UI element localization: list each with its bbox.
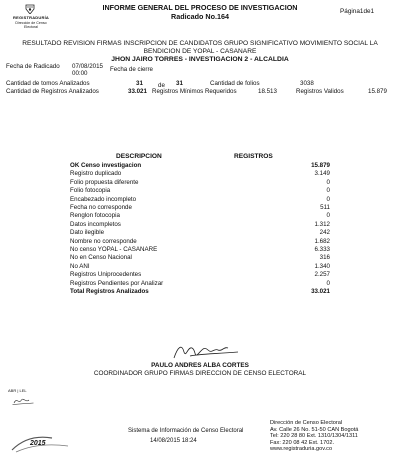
row-value: 0 bbox=[326, 187, 330, 195]
column-header-descripcion: DESCRIPCION bbox=[116, 153, 162, 160]
row-value: 3.149 bbox=[314, 170, 330, 178]
row-description: No en Censo Nacional bbox=[70, 254, 132, 262]
column-header-registros: REGISTROS bbox=[234, 153, 273, 160]
validos-label: Registros Validos bbox=[296, 88, 344, 95]
radicado-date: 07/08/2015 bbox=[72, 63, 103, 70]
signer-role: COORDINADOR GRUPO FIRMAS DIRECCION DE CENSO ELECTORAL bbox=[93, 370, 307, 377]
page-number: Página1de1 bbox=[340, 8, 375, 15]
registros-table bbox=[70, 162, 330, 297]
row-value: 0 bbox=[326, 178, 330, 186]
table-row bbox=[70, 229, 330, 237]
row-value: 2.257 bbox=[314, 271, 330, 279]
tomos-total: 31 bbox=[176, 80, 183, 87]
minimos-value: 18.513 bbox=[258, 88, 277, 95]
table-row bbox=[70, 162, 330, 170]
stamp-text: ABR | LEL bbox=[8, 388, 27, 393]
table-row bbox=[70, 246, 330, 254]
signature-scribble-icon bbox=[168, 340, 248, 364]
contact-line: Fax: 220 08 42 Ext. 1702. bbox=[270, 439, 335, 446]
table-row bbox=[70, 280, 330, 288]
radicado-label: Fecha de Radicado bbox=[6, 63, 60, 70]
row-value: 1.340 bbox=[314, 262, 330, 270]
row-description: Registro duplicado bbox=[70, 170, 122, 178]
registros-value: 33.021 bbox=[128, 88, 147, 95]
table-row bbox=[70, 288, 330, 296]
system-name: Sistema de Información de Censo Electoral bbox=[128, 428, 244, 434]
row-description: Renglon fotocopia bbox=[70, 212, 120, 220]
cierre-label: Fecha de cierre bbox=[110, 66, 153, 73]
folios-label: Cantidad de folios bbox=[210, 80, 260, 87]
row-value: 1.682 bbox=[314, 237, 330, 245]
row-description: Registros Pendientes por Analizar bbox=[70, 279, 164, 287]
row-description: No ANI bbox=[70, 262, 90, 270]
signer-name: PAULO ANDRES ALBA CORTES bbox=[151, 362, 249, 369]
row-value: 316 bbox=[319, 254, 330, 262]
radicado-time: 00:00 bbox=[72, 70, 88, 77]
minimos-label: Registros Mínimos Requeridos bbox=[152, 88, 237, 95]
tomos-analizados: 31 bbox=[136, 80, 143, 87]
footer-logo bbox=[8, 430, 78, 456]
result-title: RESULTADO REVISION FIRMAS INSCRIPCION DE CANDIDATOS GRUPO SIGNIFICATIVO MOVIMIENTO SOCIAL LA BENDICION DE YOPAL - CASANARE bbox=[22, 40, 378, 55]
report-title: INFORME GENERAL DEL PROCESO DE INVESTIGACION bbox=[102, 3, 298, 12]
row-description: Fecha no corresponde bbox=[70, 204, 132, 212]
row-value: 33.021 bbox=[311, 288, 330, 296]
row-value: 0 bbox=[326, 195, 330, 203]
table-row bbox=[70, 196, 330, 204]
row-description: Folio fotocopia bbox=[70, 187, 111, 195]
table-row bbox=[70, 170, 330, 178]
row-value: 0 bbox=[326, 279, 330, 287]
table-row bbox=[70, 238, 330, 246]
row-description: Encabezado incompleto bbox=[70, 195, 137, 203]
row-description: Dato ilegible bbox=[70, 229, 105, 237]
coat-of-arms-icon bbox=[24, 4, 36, 14]
logo-title: REGISTRADURÍA bbox=[13, 15, 49, 20]
initials-stamp bbox=[6, 388, 46, 412]
tomos-de: de bbox=[158, 82, 165, 89]
registros-label: Cantidad de Registros Analizados bbox=[6, 88, 99, 95]
row-value: 15.879 bbox=[311, 162, 330, 169]
row-value: 0 bbox=[326, 212, 330, 220]
table-row bbox=[70, 179, 330, 187]
contact-line: Dirección de Censo Electoral bbox=[270, 420, 343, 426]
row-value: 242 bbox=[319, 229, 330, 237]
row-description: No censo YOPAL - CASANARE bbox=[70, 246, 158, 254]
validos-value: 15.879 bbox=[368, 88, 387, 95]
row-description: Datos incompletos bbox=[70, 220, 121, 228]
row-description: Nombre no corresponde bbox=[70, 237, 137, 245]
table-row bbox=[70, 187, 330, 195]
row-value: 511 bbox=[320, 204, 330, 212]
footer-logo-year: 2015 bbox=[30, 440, 46, 447]
initials-scribble-icon bbox=[6, 394, 46, 412]
contact-line: Av. Calle 26 No. 51-50 CAN Bogotá bbox=[270, 426, 359, 433]
report-datetime: 14/08/2015 18:24 bbox=[150, 438, 197, 444]
row-value: 6.333 bbox=[314, 246, 330, 254]
table-row bbox=[70, 204, 330, 212]
row-description: OK Censo investigacion bbox=[70, 162, 142, 169]
registraduria-logo bbox=[8, 4, 54, 28]
contact-block bbox=[270, 420, 398, 453]
table-row bbox=[70, 221, 330, 229]
row-description: Total Registros Analizados bbox=[70, 288, 149, 296]
contact-line: Tel: 220 28 80 Ext. 1310/1304/1311 bbox=[270, 433, 358, 440]
person-line: JHON JAIRO TORRES - INVESTIGACION 2 - ALCALDIA bbox=[111, 56, 289, 63]
tomos-label: Cantidad de tomos Analizados bbox=[6, 80, 90, 87]
table-row bbox=[70, 271, 330, 279]
row-description: Folio propuesta diferente bbox=[70, 178, 139, 186]
table-row bbox=[70, 263, 330, 271]
contact-line: www.registraduria.gov.co bbox=[270, 446, 333, 453]
table-row bbox=[70, 212, 330, 220]
table-row bbox=[70, 254, 330, 262]
folios-value: 3038 bbox=[300, 80, 314, 87]
row-value: 1.312 bbox=[314, 220, 330, 228]
logo-subtitle: Dirección de Censo Electoral bbox=[15, 21, 47, 29]
report-radicado: Radicado No.164 bbox=[171, 12, 229, 21]
row-description: Registros Uniprocedentes bbox=[70, 271, 142, 279]
